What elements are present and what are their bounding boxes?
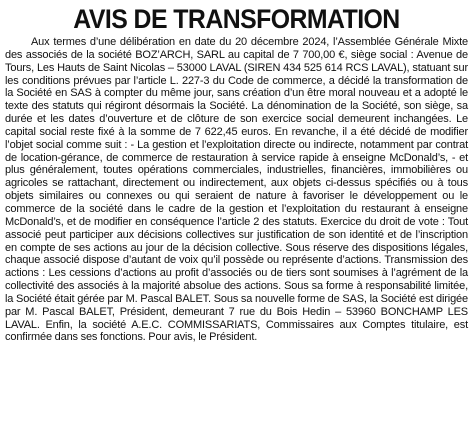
notice-title: AVIS DE TRANSFORMATION: [73, 4, 400, 34]
notice-body: Aux termes d’une délibération en date du 20 décembre 2024, l’Assemblée Générale Mixte des associés de la société BOZ’ARCH, SARL au capital de 7 700,00 €, siège social : Avenue de Tours, Les Hauts de Saint Nicolas – 53000 LAVAL (SIREN 434 525 614 RCS LAVAL), statuant sur les conditions prévues par l’article L. 227-3 du Code de commerce, a décidé la transformation de la Société en SAS à compter du même jour, sans création d’un être moral nouveau et a adopté le texte des statuts qui régiront désormais la Société. La dénomination de la Société, son siège, sa durée et les dates d’ouverture et de clôture de son exercice social demeurent inchangées. Le capital social reste fixé à la somme de 7 622,45 euros. En revanche, il a été décidé de modifier l’objet social comme suit : - La gestion et l’exploitation directe ou indirecte, notamment par contrat de location-gérance, de commerce de restauration à service rapide à enseigne McDonald’s, - et plus généralement, toutes opérations commerciales, industrielles, financières, immobilières ou agricoles se rattachant, directement ou indirectement, aux objets ci-dessus spécifiés ou à tous objets similaires ou connexes ou qui seraient de nature à favoriser le développement ou le commerce de la société dans le cadre de la gestion et l’exploitation du restaurant à enseigne McDonald’s, et de modifier en conséquence l’article 2 des statuts. Exercice du droit de vote : Tout associé peut participer aux décisions collectives sur justification de son identité et de l’inscription en compte de ses actions au jour de la décision collective. Sous réserve des dispositions légales, chaque associé dispose d’autant de voix qu’il possède ou représente d’actions. Transmission des actions : Les cessions d’actions au profit d’associés ou de tiers sont soumises à l’agrément de la collectivité des associés à la majorité absolue des actions. Sous sa forme à responsabilité limitée, la Société était gérée par M. Pascal BALET. Sous sa nouvelle forme de SAS, la Société est dirigée par M. Pascal BALET, Président, demeurant 7 rue du Bois Hedin – 53960 BONCHAMP LES LAVAL. Enfin, la société A.E.C. COMMISSARIATS, Commissaires aux Comptes titulaire, est confirmée dans ses fonctions. Pour avis, le Président.: [5, 36, 468, 344]
